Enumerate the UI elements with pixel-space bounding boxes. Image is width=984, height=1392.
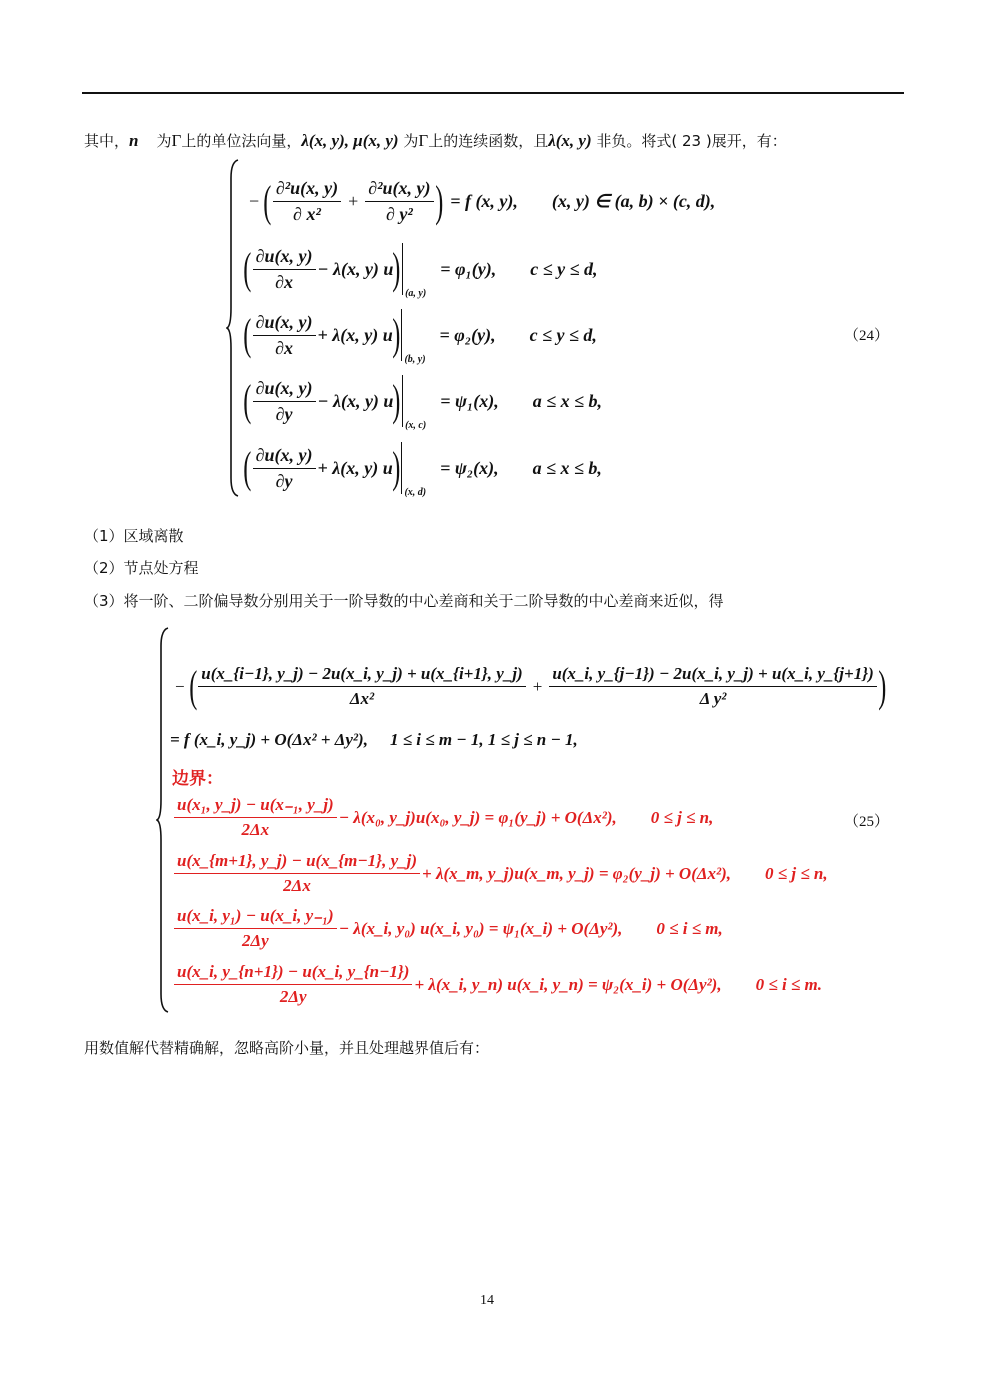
gamma-symbol: Γ bbox=[171, 131, 182, 150]
eq25-main-line-2: = f (x_i, y_j) + O(Δx² + Δy²), 1 ≤ i ≤ m − 1, 1 ≤ j ≤ n − 1, bbox=[170, 730, 578, 749]
eq24-row-3: ( $\frac{\partial u(x, y)}{\partial x}$ + λ(x, y) u ) (b, y) = φ₂(y), c ≤ y ≤ d, bbox=[243, 310, 597, 365]
closing-paragraph: 用数值解代替精确解，忽略高阶小量，并且处理越界值后有： bbox=[84, 1039, 490, 1057]
intro-text-5: 上的连续函数，且 bbox=[428, 132, 549, 150]
eq24-row-2: ( $\frac{\partial u(x, y)}{\partial x}$ − λ(x, y) u ) (a, y) = φ₁(y), c ≤ y ≤ d, bbox=[243, 244, 598, 299]
intro-text-4: 为 bbox=[398, 132, 419, 150]
intro-text-6: 非负。将式( 23 )展开，有： bbox=[591, 132, 787, 150]
eq24-row-5: ( $\frac{\partial u(x, y)}{\partial y}$ + λ(x, y) u ) (x, d) = ψ₂(x), a ≤ x ≤ b, bbox=[243, 443, 602, 498]
boundary-eq-3: $\frac{\text{u(x\_i, y₁) − u(x\_i, y₋₁)}}{2\Delta y}$ − λ(x_i, y₀) u(x_i, y₀) = ψ₁(x_i) + O(Δy²), 0 ≤ i ≤ m, bbox=[172, 906, 723, 951]
minus-sign: − bbox=[249, 191, 260, 211]
left-brace-icon bbox=[226, 158, 240, 498]
normal-vector-symbol: n⃗ bbox=[129, 131, 152, 150]
step-1: （1）区域离散 bbox=[84, 527, 184, 545]
equation-number-24: （24） bbox=[844, 328, 890, 344]
lambda-function: λ(x, y) bbox=[548, 131, 592, 150]
intro-paragraph bbox=[84, 130, 787, 151]
eq25-main-row: − ( $\frac{u(x\_\{i-1\}, y\_j) - 2u(x\_i, y\_j) + u(x\_\{i+1\}, y\_j)}{\text{Δx²}}$ + $\frac{u(x\_i, y\_\{j-1\}) - 2u(x\_i, y\_j) + u(x\_i, y\_\{j+1\})}{\text{Δ y²}}$ ) bbox=[175, 661, 887, 711]
page-number: 14 bbox=[480, 1293, 494, 1308]
step-2: （2）节点处方程 bbox=[84, 559, 199, 577]
eq24-row-4: ( $\frac{\partial u(x, y)}{\partial y}$ − λ(x, y) u ) (x, c) = ψ₁(x), a ≤ x ≤ b, bbox=[243, 376, 603, 431]
boundary-eq-2: $\frac{u(x\_\{m+1\}, y\_j) - u(x\_\{m-1\}, y\_j)}{2\Delta x}$ + λ(x_m, y_j)u(x_m, y_j) = φ₂(y_j) + O(Δx²), 0 ≤ j ≤ n, bbox=[172, 851, 828, 896]
boundary-label: 边界： bbox=[172, 769, 223, 789]
fraction: $\frac{\text{∂²u(x, y)}}{\text{∂ x²}}$ bbox=[273, 178, 341, 225]
fraction: $\frac{\text{∂²u(x, y)}}{\text{∂ y²}}$ bbox=[365, 178, 433, 225]
intro-text-2: 为 bbox=[151, 132, 172, 150]
step-3: （3）将一阶、二阶偏导数分别用关于一阶导数的中心差商和关于二阶导数的中心差商来近似，得 bbox=[84, 592, 724, 610]
eq24-row-1: − ( $\frac{\text{∂²u(x, y)}}{\text{∂ x²}}$ + $\frac{\text{∂²u(x, y)}}{\text{∂ y²}}$ ) = f (x, y), (x, y) ∈ (a, b) × (c, d), bbox=[249, 176, 716, 226]
equation-24-brace bbox=[226, 158, 240, 498]
left-brace-icon bbox=[156, 626, 170, 1014]
intro-text-1: 其中， bbox=[84, 132, 130, 150]
equation-number-25: （25） bbox=[844, 814, 890, 830]
domain-condition: (x, y) ∈ (a, b) × (c, d), bbox=[551, 191, 716, 211]
intro-text-3: 上的单位法向量， bbox=[181, 132, 302, 150]
lambda-mu-functions: λ(x, y), μ(x, y) bbox=[301, 131, 399, 150]
boundary-eq-1: $\frac{\text{u(x₁, y\_j) − u(x₋₁, y\_j)}}{2\Delta x}$ − λ(x₀, y_j)u(x₀, y_j) = φ₁(y_j) + O(Δx²), 0 ≤ j ≤ n, bbox=[172, 795, 713, 840]
header-rule bbox=[82, 92, 904, 94]
boundary-eq-4: $\frac{u(x\_i, y\_\{n+1\}) - u(x\_i, y\_\{n-1\})}{2\Delta y}$ + λ(x_i, y_n) u(x_i, y_n) = ψ₂(x_i) + O(Δy²), 0 ≤ i ≤ m. bbox=[172, 962, 822, 1007]
equation-25-brace bbox=[156, 626, 170, 1014]
gamma-symbol-2: Γ bbox=[418, 131, 429, 150]
rhs: = f (x, y), bbox=[450, 191, 518, 211]
